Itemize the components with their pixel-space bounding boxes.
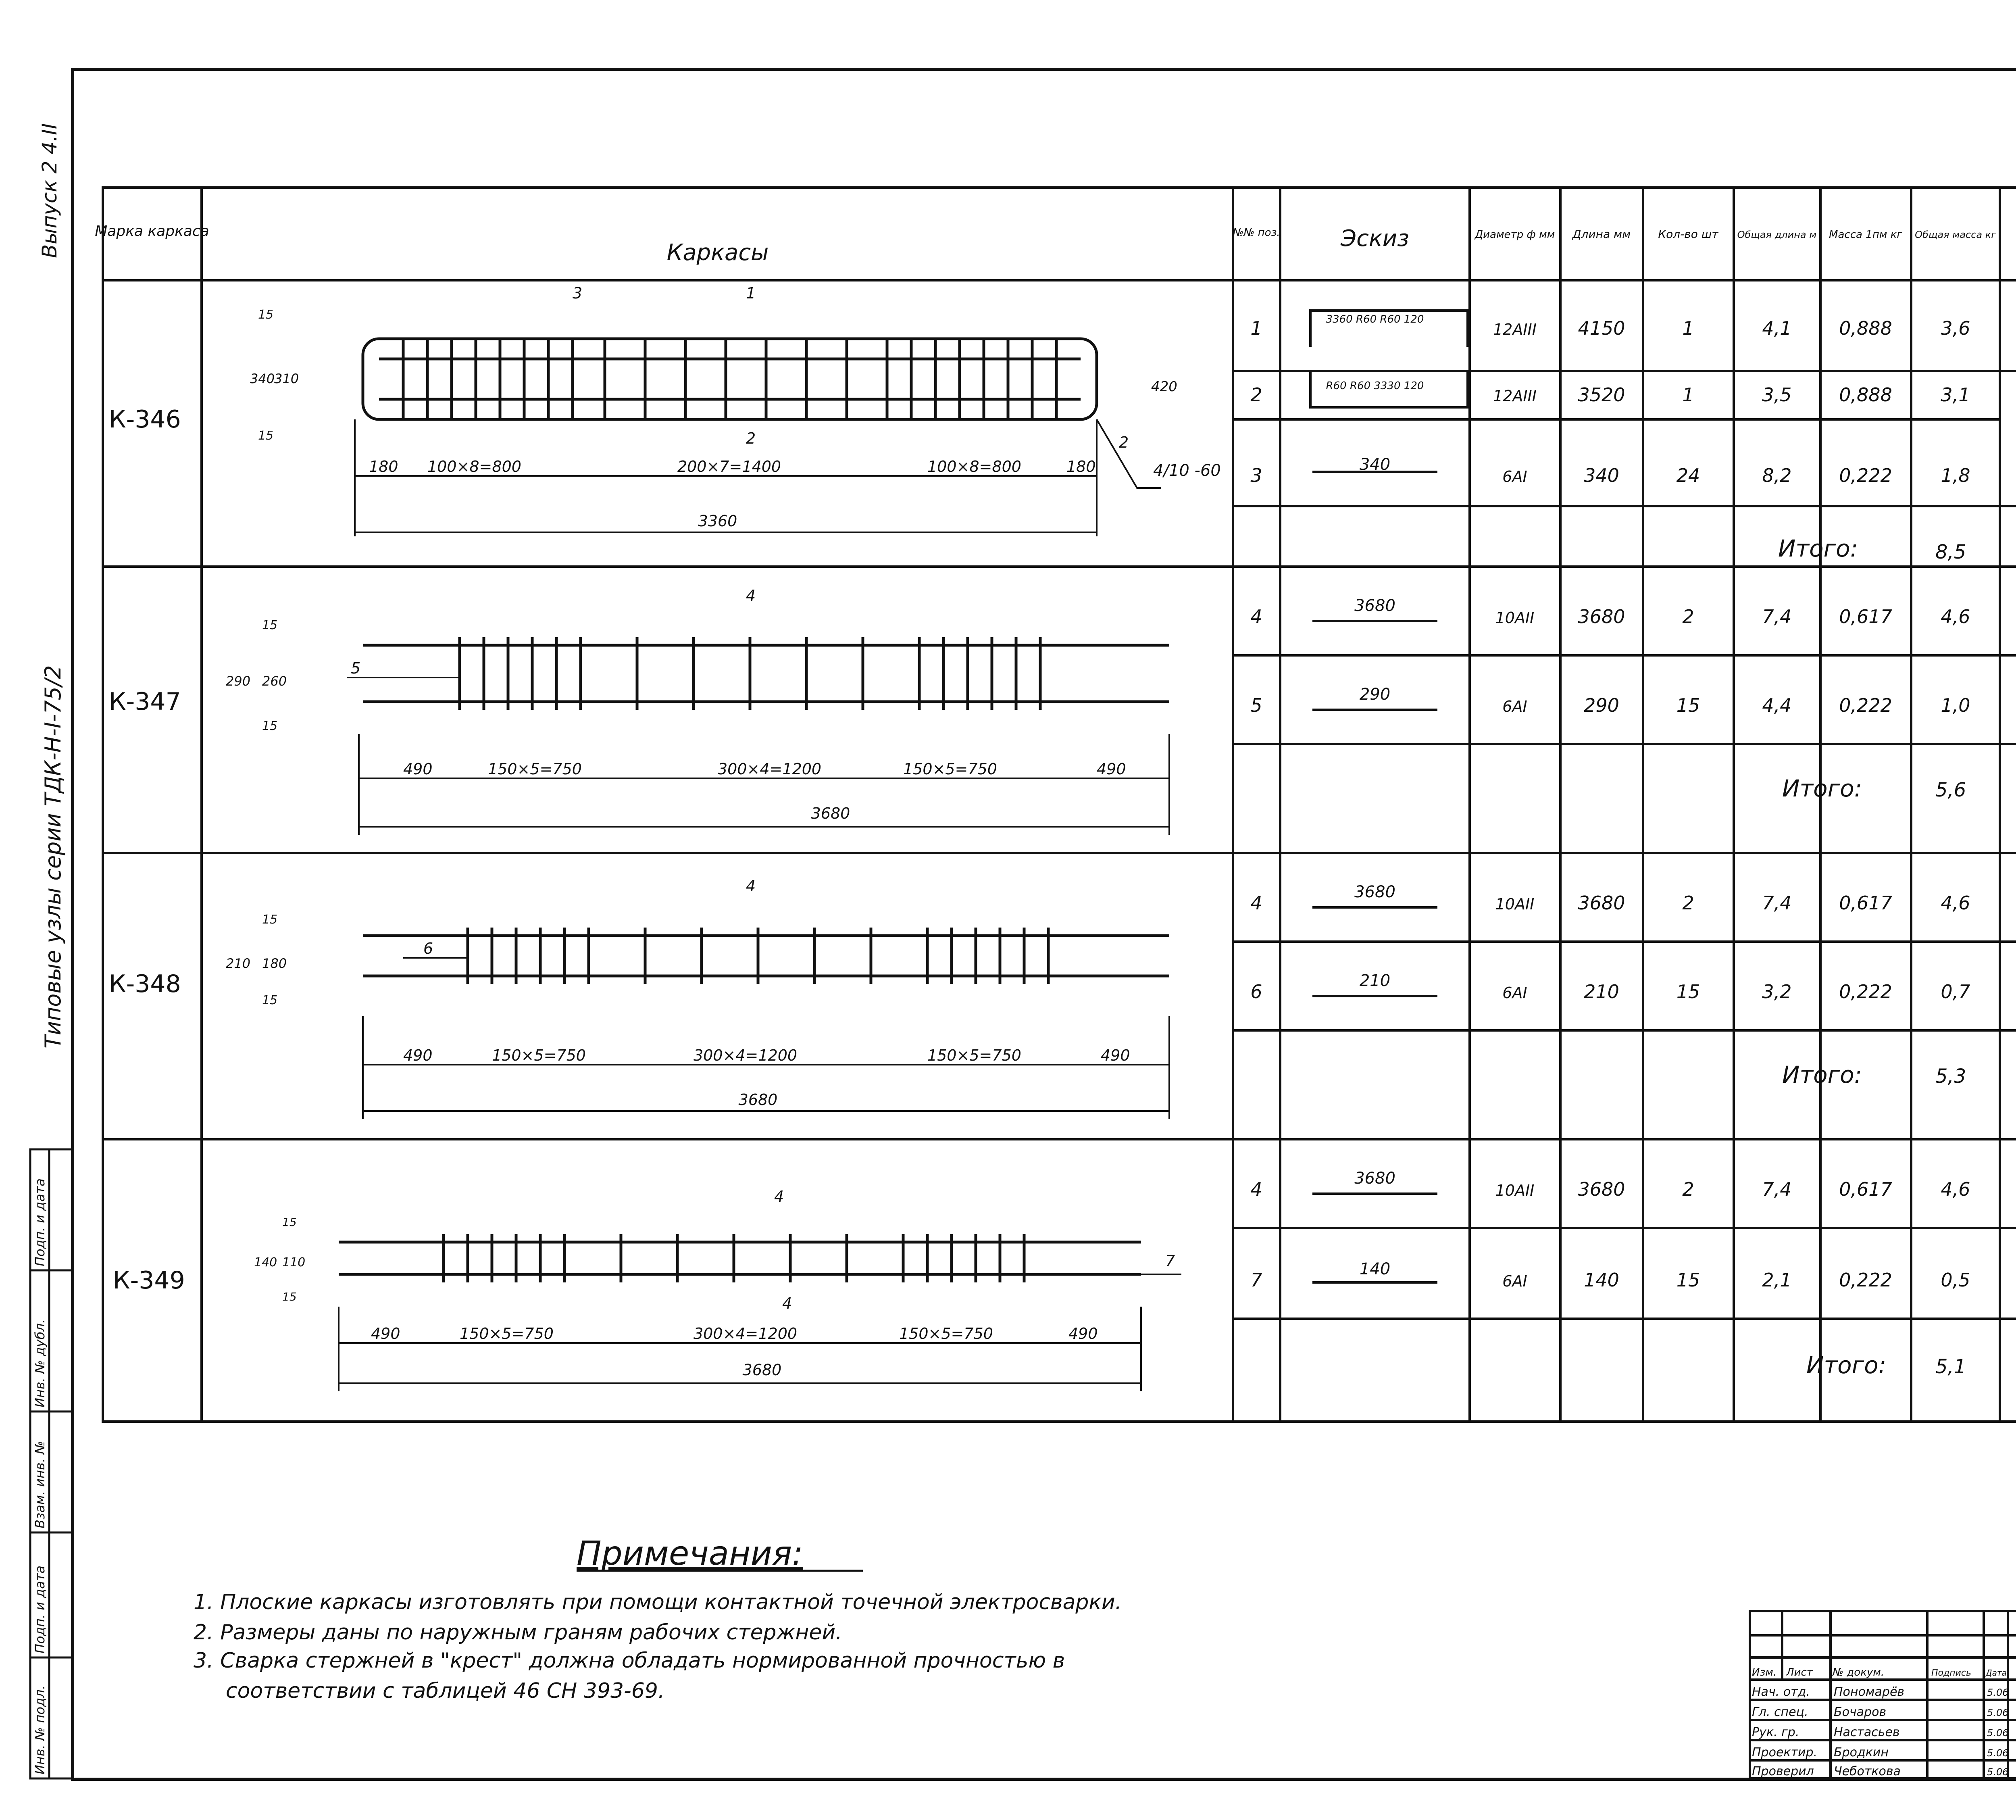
cell-tm: 4,6 xyxy=(1941,892,1970,914)
tb-person-name: Бродкин xyxy=(1834,1745,1889,1760)
cell-tm: 4,6 xyxy=(1941,1178,1970,1200)
total-k348: 5,3 xyxy=(1935,1065,1966,1088)
cell-m1: 0,888 xyxy=(1839,384,1892,406)
k349-dim-4: 490 xyxy=(1068,1325,1098,1343)
cell-len: 3520 xyxy=(1578,384,1625,406)
k347-dim-3: 150×5=750 xyxy=(903,760,997,778)
k347-dim-4: 490 xyxy=(1097,760,1126,778)
k348-overall: 3680 xyxy=(738,1091,778,1109)
cell-qty: 24 xyxy=(1676,465,1700,486)
cell-tlen: 7,4 xyxy=(1762,892,1792,914)
cell-qty: 15 xyxy=(1676,981,1700,1003)
stamp-cell-1: Инв. № дубл. xyxy=(32,1319,48,1407)
k349-callout-4a: 4 xyxy=(774,1188,784,1205)
issue-label: Выпуск 2 4.II xyxy=(38,123,61,258)
tb-person-name: Настасьев xyxy=(1834,1725,1900,1739)
cell-pos: 4 xyxy=(1250,892,1262,914)
tb-person-date: 5.06 xyxy=(1987,1707,2009,1718)
cell-tm: 3,1 xyxy=(1941,384,1970,406)
table-grid xyxy=(103,188,2016,1422)
tb-person-date: 5.06 xyxy=(1987,1747,2009,1759)
cell-len: 4150 xyxy=(1578,317,1625,339)
cell-qty: 1 xyxy=(1682,317,1694,339)
cell-pos: 4 xyxy=(1250,1178,1262,1200)
cell-tlen: 4,4 xyxy=(1762,694,1792,716)
cell-dia: 6АI xyxy=(1502,698,1527,715)
cell-qty: 2 xyxy=(1682,892,1694,914)
k347-h1: 290 xyxy=(226,673,251,689)
header-mass-per-m: Масса 1пм кг xyxy=(1829,229,1902,241)
cell-tlen: 7,4 xyxy=(1762,1178,1792,1200)
k346-callout-2: 2 xyxy=(746,429,756,447)
notes-title: Примечания: xyxy=(577,1534,803,1573)
total-k347: 5,6 xyxy=(1935,779,1966,801)
k346-h3: 15 xyxy=(258,429,274,443)
cell-dia: 10АII xyxy=(1495,1182,1535,1199)
series-label: Типовые узлы серии ТДК-Н-I-75/2 xyxy=(40,665,66,1049)
k346-bend-note: 4/10 -60 xyxy=(1153,461,1221,480)
cell-len: 3680 xyxy=(1578,606,1625,628)
tb-person-role: Нач. отд. xyxy=(1752,1685,1810,1699)
header-qty: Кол-во шт xyxy=(1658,227,1718,241)
tb-person-role: Рук. гр. xyxy=(1752,1725,1799,1739)
k346-right-height: 420 xyxy=(1151,379,1177,395)
cell-qty: 1 xyxy=(1682,384,1694,406)
k349-h1: 140 xyxy=(254,1255,277,1270)
tb-person-date: 5.06 xyxy=(1987,1766,2009,1778)
k346-dim-2: 200×7=1400 xyxy=(677,458,781,475)
cell-m1: 0,222 xyxy=(1839,981,1892,1003)
total-k346: 8,5 xyxy=(1935,541,1966,563)
k347-dim-0: 490 xyxy=(403,760,433,778)
cell-qty: 15 xyxy=(1676,1269,1700,1291)
note-3: 3. Сварка стержней в "крест" должна обладать нормированной прочностью в xyxy=(194,1649,1065,1673)
cell-dia: 12АIII xyxy=(1493,321,1537,338)
cell-tm: 0,7 xyxy=(1941,981,1970,1003)
tb-head-0: Изм. xyxy=(1752,1666,1777,1678)
cell-dia: 6АI xyxy=(1502,1272,1527,1290)
k346-dim-3: 100×8=800 xyxy=(927,458,1021,475)
stamp-cell-0: Подп. и дата xyxy=(32,1178,48,1266)
total-label-k349: Итого: xyxy=(1806,1351,1887,1379)
cell-m1: 0,222 xyxy=(1839,465,1892,486)
cell-sketch: 140 xyxy=(1359,1260,1391,1278)
k348-dim-0: 490 xyxy=(403,1047,433,1064)
tb-person-date: 5.06 xyxy=(1987,1687,2009,1698)
total-k349: 5,1 xyxy=(1935,1355,1966,1378)
cell-tlen: 3,5 xyxy=(1762,384,1792,406)
k349-callout-7: 7 xyxy=(1165,1252,1175,1270)
tb-person-name: Пономарёв xyxy=(1834,1685,1905,1699)
note-3-cont: соответствии с таблицей 46 СН 393-69. xyxy=(226,1679,665,1703)
cell-len: 140 xyxy=(1584,1269,1619,1291)
mark-k346: К-346 xyxy=(109,405,181,434)
k349-h0: 15 xyxy=(282,1215,297,1229)
k348-callout-4: 4 xyxy=(746,877,756,895)
cell-dia: 12АIII xyxy=(1493,387,1537,405)
k346-h1: 310 xyxy=(274,371,299,386)
cell-m1: 0,617 xyxy=(1839,892,1892,914)
cell-dia: 10АII xyxy=(1495,895,1535,913)
cell-tlen: 7,4 xyxy=(1762,606,1792,628)
k349-h3: 15 xyxy=(282,1290,297,1303)
cell-tm: 3,6 xyxy=(1941,317,1970,339)
tb-person-role: Гл. спец. xyxy=(1752,1705,1808,1719)
cell-len: 290 xyxy=(1584,694,1619,716)
cell-pos: 4 xyxy=(1250,606,1262,628)
total-label-k347: Итого: xyxy=(1782,775,1862,802)
k346-callout-2b: 2 xyxy=(1119,434,1129,451)
k349-callout-4b: 4 xyxy=(782,1295,792,1312)
cell-len: 210 xyxy=(1584,981,1619,1003)
total-label-k346: Итого: xyxy=(1778,535,1858,562)
mark-k349: К-349 xyxy=(113,1266,185,1295)
tb-head-2: № докум. xyxy=(1833,1666,1885,1678)
cell-pos: 3 xyxy=(1250,465,1262,486)
k347-overall: 3680 xyxy=(811,805,850,822)
total-label-k348: Итого: xyxy=(1782,1061,1862,1088)
k346-dim-1: 100×8=800 xyxy=(427,458,521,475)
cell-sketch: 3680 xyxy=(1354,1169,1395,1188)
cell-pos: 5 xyxy=(1250,694,1262,716)
cell-len: 3680 xyxy=(1578,1178,1625,1200)
k346-overall: 3360 xyxy=(698,512,737,530)
k348-dim-4: 490 xyxy=(1101,1047,1130,1064)
k347-h0: 15 xyxy=(262,618,278,632)
k347-callout-5: 5 xyxy=(351,659,361,677)
k346-h0: 15 xyxy=(258,308,274,322)
header-length: Длина мм xyxy=(1572,227,1631,241)
tb-head-1: Лист xyxy=(1786,1666,1813,1678)
note-1: 1. Плоские каркасы изготовлять при помощи контактной точечной электросварки. xyxy=(194,1590,1122,1614)
tb-person-role: Проверил xyxy=(1752,1764,1814,1778)
cell-m1: 0,222 xyxy=(1839,694,1892,716)
cell-dia: 6АI xyxy=(1502,984,1527,1002)
cell-qty: 15 xyxy=(1676,694,1700,716)
header-pos: №№ поз. xyxy=(1233,227,1280,239)
k346-dim-0: 180 xyxy=(369,458,398,475)
cell-tm: 4,6 xyxy=(1941,606,1970,628)
k349-dim-1: 150×5=750 xyxy=(460,1325,554,1343)
cell-pos: 1 xyxy=(1250,317,1262,339)
k347-callout-4: 4 xyxy=(746,587,756,605)
frame-drawing-k348 xyxy=(363,928,1169,1119)
cell-tlen: 3,2 xyxy=(1762,981,1792,1003)
tb-person-name: Чеботкова xyxy=(1834,1764,1901,1778)
k346-dim-4: 180 xyxy=(1066,458,1096,475)
note-2: 2. Размеры даны по наружным граням рабочих стержней. xyxy=(194,1620,842,1645)
k349-dim-3: 150×5=750 xyxy=(899,1325,993,1343)
cell-m1: 0,222 xyxy=(1839,1269,1892,1291)
cell-tm: 0,5 xyxy=(1941,1269,1970,1291)
cell-sketch: 3680 xyxy=(1354,596,1395,615)
cell-m1: 0,617 xyxy=(1839,1178,1892,1200)
stamp-cell-4: Инв. № подл. xyxy=(32,1685,48,1774)
k349-h2: 110 xyxy=(282,1255,306,1270)
cell-tlen: 2,1 xyxy=(1762,1269,1792,1291)
k349-overall: 3680 xyxy=(742,1361,782,1379)
k347-h3: 15 xyxy=(262,719,278,733)
cell-sketch: 210 xyxy=(1359,972,1391,990)
mark-k348: К-348 xyxy=(109,970,181,998)
cell-dia: 10АII xyxy=(1495,609,1535,627)
k348-h2: 180 xyxy=(262,956,287,971)
stamp-cell-3: Подп. и дата xyxy=(32,1566,48,1653)
cell-sketch: R60 R60 3330 120 xyxy=(1326,380,1424,392)
tb-head-3: Подпись xyxy=(1931,1668,1971,1678)
header-total-length: Общая длина м xyxy=(1737,229,1817,240)
header-sketch: Эскиз xyxy=(1341,225,1409,252)
cell-pos: 2 xyxy=(1250,384,1262,406)
cell-qty: 2 xyxy=(1682,606,1694,628)
k348-dim-3: 150×5=750 xyxy=(927,1047,1021,1064)
cell-len: 3680 xyxy=(1578,892,1625,914)
tb-person-date: 5.06 xyxy=(1987,1727,2009,1739)
tb-person-role: Проектир. xyxy=(1752,1745,1818,1760)
cell-sketch: 290 xyxy=(1359,685,1391,704)
header-total-mass: Общая масса кг xyxy=(1915,229,1996,240)
k347-dim-2: 300×4=1200 xyxy=(718,760,822,778)
cell-sketch: 3680 xyxy=(1354,883,1395,901)
header-mark: Марка каркаса xyxy=(95,223,209,240)
cell-tlen: 4,1 xyxy=(1762,317,1792,339)
cell-pos: 6 xyxy=(1250,981,1262,1003)
k348-callout-6: 6 xyxy=(423,940,433,957)
tb-head-4: Дата xyxy=(1986,1668,2007,1678)
k348-dim-1: 150×5=750 xyxy=(492,1047,586,1064)
k347-dim-1: 150×5=750 xyxy=(488,760,582,778)
cell-pos: 7 xyxy=(1250,1269,1262,1291)
k348-dim-2: 300×4=1200 xyxy=(694,1047,798,1064)
k348-h3: 15 xyxy=(262,993,278,1007)
tb-person-name: Бочаров xyxy=(1834,1705,1887,1719)
k346-h2: 340 xyxy=(250,371,275,386)
k349-dim-2: 300×4=1200 xyxy=(694,1325,798,1343)
cell-sketch: 3360 R60 R60 120 xyxy=(1326,313,1424,325)
k347-h2: 260 xyxy=(262,673,287,689)
k348-h1: 210 xyxy=(226,956,251,971)
cell-qty: 2 xyxy=(1682,1178,1694,1200)
frame-drawing-k347 xyxy=(347,637,1169,835)
stamp-cell-2: Взам. инв. № xyxy=(32,1441,48,1528)
k349-dim-0: 490 xyxy=(371,1325,400,1343)
cell-dia: 6АI xyxy=(1502,468,1527,486)
mark-k347: К-347 xyxy=(109,688,181,716)
cell-m1: 0,617 xyxy=(1839,606,1892,628)
header-frames: Каркасы xyxy=(666,240,769,266)
header-diameter: Диаметр ф мм xyxy=(1475,229,1555,241)
cell-tlen: 8,2 xyxy=(1762,465,1792,486)
k346-callout-1: 1 xyxy=(746,284,756,302)
cell-tm: 1,8 xyxy=(1941,465,1970,486)
k348-h0: 15 xyxy=(262,913,278,927)
frame-drawing-k346 xyxy=(355,339,1161,536)
cell-sketch: 340 xyxy=(1359,455,1391,474)
cell-m1: 0,888 xyxy=(1839,317,1892,339)
cell-len: 340 xyxy=(1584,465,1619,486)
cell-tm: 1,0 xyxy=(1941,694,1970,716)
k346-callout-3: 3 xyxy=(573,284,583,302)
